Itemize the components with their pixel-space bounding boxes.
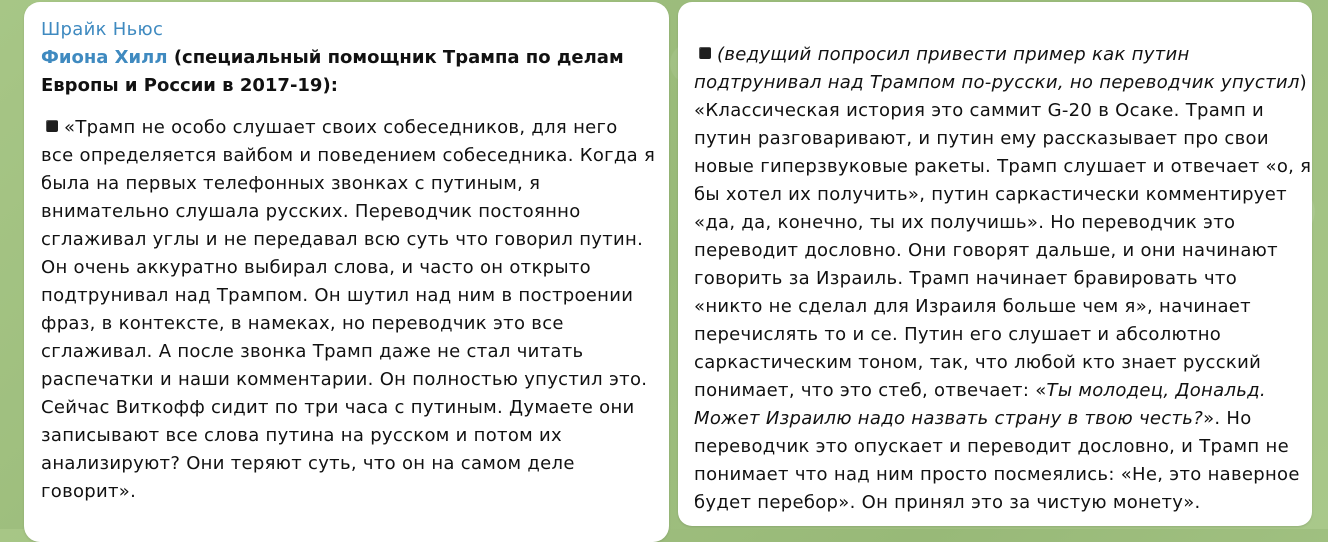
- message-line: распечатки и наши комментарии. Он полностью упустил это.: [41, 369, 648, 390]
- message-line: понимает что над ним просто посмеялись: «Не, это наверное: [694, 464, 1300, 485]
- message-line: «никто не сделал для Израиля больше чем я», начинает: [694, 296, 1251, 317]
- message-line: путин разговаривают, и путин ему рассказывает про свои: [694, 128, 1269, 149]
- message-bubble-left: [24, 2, 669, 542]
- message-bubble-right: [678, 2, 1312, 526]
- message-line: внимательно слушала русских. Переводчик постоянно: [41, 201, 581, 222]
- message-line: переводчик это опускает и переводит дословно, и Трамп не: [694, 436, 1289, 457]
- message-quote-line: понимает, что это стеб, отвечает: «Ты молодец, Дональд.: [694, 380, 1266, 401]
- message-line: Сейчас Виткофф сидит по три часа с путиным. Думаете они: [41, 397, 635, 418]
- message-line: «да, да, конечно, ты их получишь». Но переводчик это: [694, 212, 1236, 233]
- message-heading-line2: Европы и России в 2017-19):: [41, 75, 338, 96]
- message-line: сглаживал. А после звонка Трамп даже не стал читать: [41, 341, 584, 362]
- black-square-icon: [46, 120, 58, 132]
- message-line: говорит».: [41, 481, 137, 502]
- message-intro-line: подтрунивал над Трампом по-русски, но переводчик упустил): [694, 72, 1307, 93]
- message-line: бы хотел их получить», путин саркастически комментирует: [694, 184, 1287, 205]
- message-intro-line: (ведущий попросил привести пример как путин: [694, 41, 1300, 69]
- message-quote-line: Может Израилю надо назвать страну в твою честь?». Но: [694, 408, 1252, 429]
- message-line: сглаживал углы и не передавал всю суть что говорил путин.: [41, 229, 644, 250]
- heading-text: (специальный помощник Трампа по делам: [167, 47, 624, 68]
- message-line: была на первых телефонных звонках с путиным, я: [41, 173, 541, 194]
- message-line: «Классическая история это саммит G-20 в Осаке. Трамп и: [694, 100, 1265, 121]
- message-line: перечислять то и се. Путин его слушает и абсолютно: [694, 324, 1222, 345]
- message-line: саркастическим тоном, так, что любой кто знает русский: [694, 352, 1262, 373]
- message-line: «Трамп не особо слушает своих собеседников, для него: [41, 114, 655, 142]
- message-line: записывают все слова путина на русском и потом их: [41, 425, 563, 446]
- message-line: Он очень аккуратно выбирал слова, и часто он открыто: [41, 257, 591, 278]
- black-square-icon: [699, 47, 711, 59]
- message-heading: [41, 44, 655, 72]
- message-line: новые гиперзвуковые ракеты. Трамп слушает и отвечает «о, я: [694, 156, 1312, 177]
- message-line: говорить за Израиль. Трамп начинает бравировать что: [694, 268, 1238, 289]
- message-line: будет перебор». Он принял это за чистую монету».: [694, 492, 1201, 513]
- message-line: анализируют? Они теряют суть, что он на самом деле: [41, 453, 575, 474]
- mentioned-person-name: Фиона Хилл: [41, 47, 168, 68]
- message-line: фраз, в контексте, в намеках, но переводчик это все: [41, 313, 564, 334]
- sender-name[interactable]: Шрайк Ньюс: [41, 19, 164, 40]
- message-line: все определяется вайбом и поведением собеседника. Когда я: [41, 145, 656, 166]
- message-line: подтрунивал над Трампом. Он шутил над ним в построении: [41, 285, 634, 306]
- message-line: переводит дословно. Они говорят дальше, и они начинают: [694, 240, 1278, 261]
